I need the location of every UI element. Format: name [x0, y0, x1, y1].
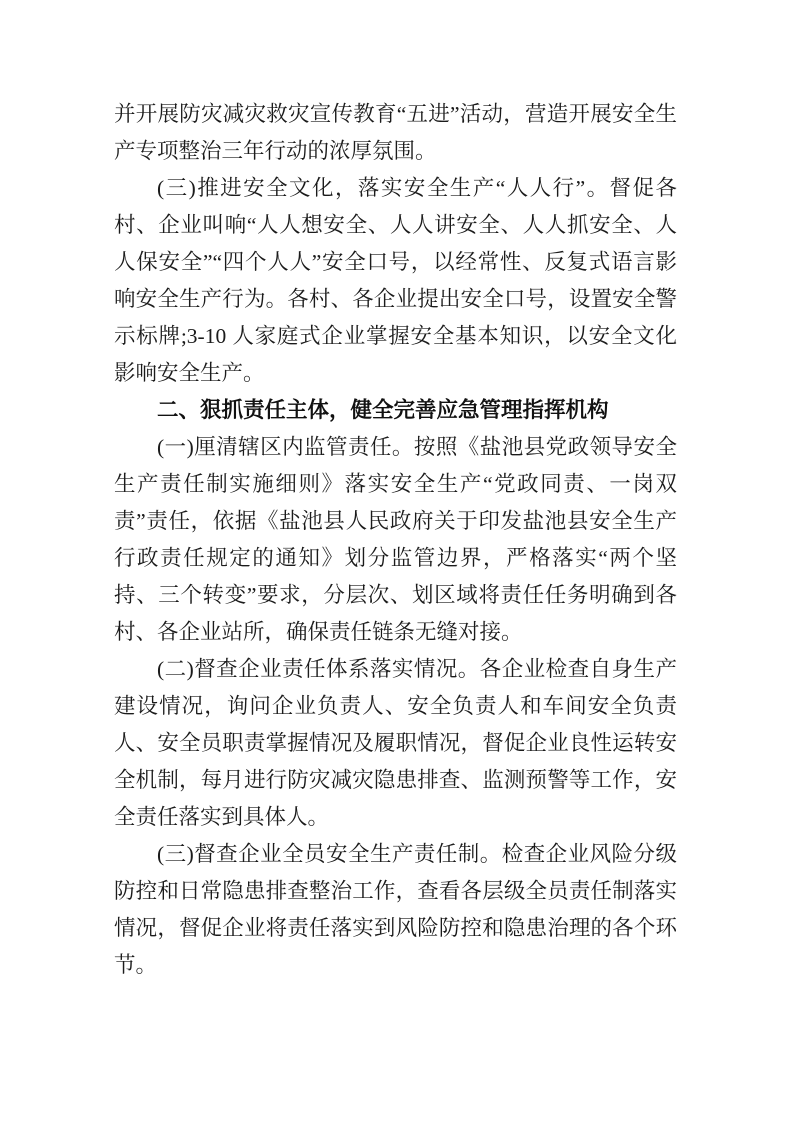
- paragraph: 并开展防灾减灾救灾宣传教育“五进”活动，营造开展安全生产专项整治三年行动的浓厚氛围。: [114, 102, 677, 163]
- paragraph: (二)督查企业责任体系落实情况。各企业检查自身生产建设情况，询问企业负责人、安全负责人和车间安全负责人、安全员职责掌握情况及履职情况，督促企业良性运转安全机制，每月进行防灾减灾隐患排查、监测预警等工作，安全责任落实到具体人。: [114, 657, 677, 829]
- document-body: [114, 96, 677, 984]
- paragraph: (三)督查企业全员安全生产责任制。检查企业风险分级防控和日常隐患排查整治工作，查看各层级全员责任制落实情况，督促企业将责任落实到风险防控和隐患治理的各个环节。: [114, 842, 677, 977]
- paragraph: (一)厘清辖区内监管责任。按照《盐池县党政领导安全生产责任制实施细则》落实安全生产“党政同责、一岗双责”责任，依据《盐池县人民政府关于印发盐池县安全生产行政责任规定的通知》划分监管边界，严格落实“两个坚持、三个转变”要求，分层次、划区域将责任任务明确到各村、各企业站所，确保责任链条无缝对接。: [114, 435, 677, 644]
- section-heading: 二、狠抓责任主体，健全完善应急管理指挥机构: [157, 398, 609, 422]
- paragraph: (三)推进安全文化，落实安全生产“人人行”。督促各村、企业叫响“人人想安全、人人讲安全、人人抓安全、人人保安全”“四个人人”安全口号，以经常性、反复式语言影响安全生产行为。各村、各企业提出安全口号，设置安全警示标牌;3-10 人家庭式企业掌握安全基本知识，以安全文化影响安全生产。: [114, 176, 677, 385]
